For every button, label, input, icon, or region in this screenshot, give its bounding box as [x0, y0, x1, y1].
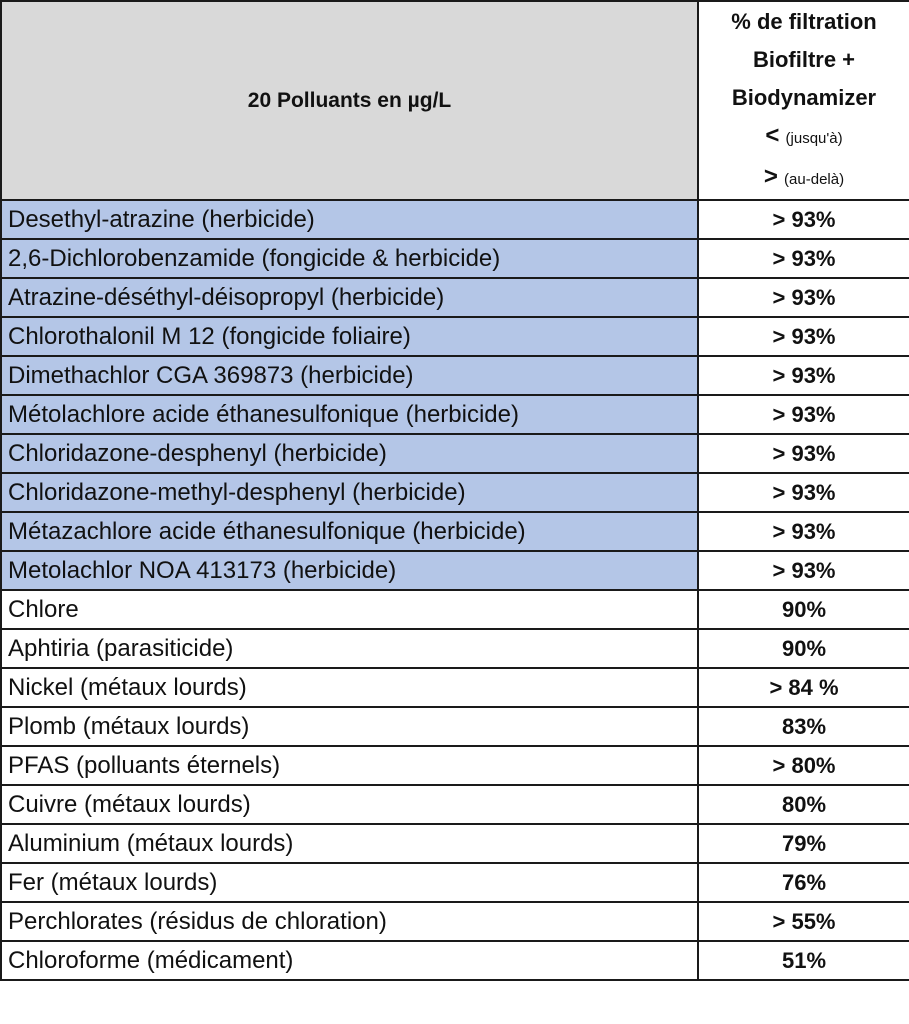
header-filtration-line3: Biodynamizer: [731, 85, 877, 110]
filtration-percent: > 93%: [698, 434, 909, 473]
table-row: [1, 629, 909, 668]
table-row: [1, 824, 909, 863]
pollutant-name: Métolachlore acide éthanesulfonique (herbicide): [1, 395, 698, 434]
header-less-than: [699, 117, 909, 158]
table-row: [1, 785, 909, 824]
header-filtration: [698, 1, 909, 200]
header-pollutants: 20 Polluants en µg/L: [1, 1, 698, 200]
filtration-percent: > 80%: [698, 746, 909, 785]
table-row: [1, 239, 909, 278]
filtration-percent: 90%: [698, 629, 909, 668]
table-row: [1, 356, 909, 395]
table-row: [1, 434, 909, 473]
filtration-percent: 51%: [698, 941, 909, 980]
filtration-percent: > 93%: [698, 512, 909, 551]
filtration-percent: 80%: [698, 785, 909, 824]
table-row: [1, 551, 909, 590]
filtration-percent: 83%: [698, 707, 909, 746]
filtration-percent: > 84 %: [698, 668, 909, 707]
filtration-percent: > 93%: [698, 551, 909, 590]
pollutant-name: Chloridazone-desphenyl (herbicide): [1, 434, 698, 473]
pollutant-name: Chlore: [1, 590, 698, 629]
filtration-percent: > 93%: [698, 473, 909, 512]
pollutant-name: Atrazine-déséthyl-déisopropyl (herbicide): [1, 278, 698, 317]
greater-than-text: (au-delà): [784, 171, 845, 188]
filtration-percent: 79%: [698, 824, 909, 863]
pollutant-name: Chlorothalonil M 12 (fongicide foliaire): [1, 317, 698, 356]
filtration-percent: 90%: [698, 590, 909, 629]
pollutant-name: Chloroforme (médicament): [1, 941, 698, 980]
table-row: [1, 902, 909, 941]
table-row: [1, 668, 909, 707]
greater-than-symbol: >: [763, 163, 778, 190]
filtration-percent: > 93%: [698, 200, 909, 239]
pollutant-name: Chloridazone-methyl-desphenyl (herbicide): [1, 473, 698, 512]
table-row: [1, 863, 909, 902]
table-row: [1, 200, 909, 239]
pollutant-name: PFAS (polluants éternels): [1, 746, 698, 785]
header-filtration-line1: % de filtration: [731, 9, 877, 34]
filtration-percent: > 93%: [698, 356, 909, 395]
table-row: [1, 395, 909, 434]
pollutant-name: Cuivre (métaux lourds): [1, 785, 698, 824]
pollutant-name: Fer (métaux lourds): [1, 863, 698, 902]
filtration-percent: > 93%: [698, 239, 909, 278]
table-row: [1, 317, 909, 356]
pollutant-name: Metolachlor NOA 413173 (herbicide): [1, 551, 698, 590]
pollutant-name: Perchlorates (résidus de chloration): [1, 902, 698, 941]
table-row: [1, 278, 909, 317]
table-row: [1, 473, 909, 512]
table-header-row: [1, 1, 909, 200]
less-than-text: (jusqu'à): [785, 130, 843, 147]
table-row: [1, 707, 909, 746]
pollutant-name: Desethyl-atrazine (herbicide): [1, 200, 698, 239]
table-body: [1, 200, 909, 980]
table-row: [1, 941, 909, 980]
filtration-percent: 76%: [698, 863, 909, 902]
less-than-symbol: <: [765, 122, 780, 149]
header-filtration-line2: Biofiltre +: [752, 47, 856, 72]
filtration-percent: > 93%: [698, 278, 909, 317]
pollutant-name: Nickel (métaux lourds): [1, 668, 698, 707]
table-row: [1, 746, 909, 785]
filtration-percent: > 93%: [698, 317, 909, 356]
pollutant-name: Aluminium (métaux lourds): [1, 824, 698, 863]
table-row: [1, 590, 909, 629]
pollutant-name: 2,6-Dichlorobenzamide (fongicide & herbicide): [1, 239, 698, 278]
pollutant-name: Aphtiria (parasiticide): [1, 629, 698, 668]
header-greater-than: [699, 158, 909, 199]
filtration-percent: > 55%: [698, 902, 909, 941]
pollutant-name: Plomb (métaux lourds): [1, 707, 698, 746]
table-row: [1, 512, 909, 551]
filtration-percent: > 93%: [698, 395, 909, 434]
pollutant-name: Métazachlore acide éthanesulfonique (herbicide): [1, 512, 698, 551]
pollutant-name: Dimethachlor CGA 369873 (herbicide): [1, 356, 698, 395]
